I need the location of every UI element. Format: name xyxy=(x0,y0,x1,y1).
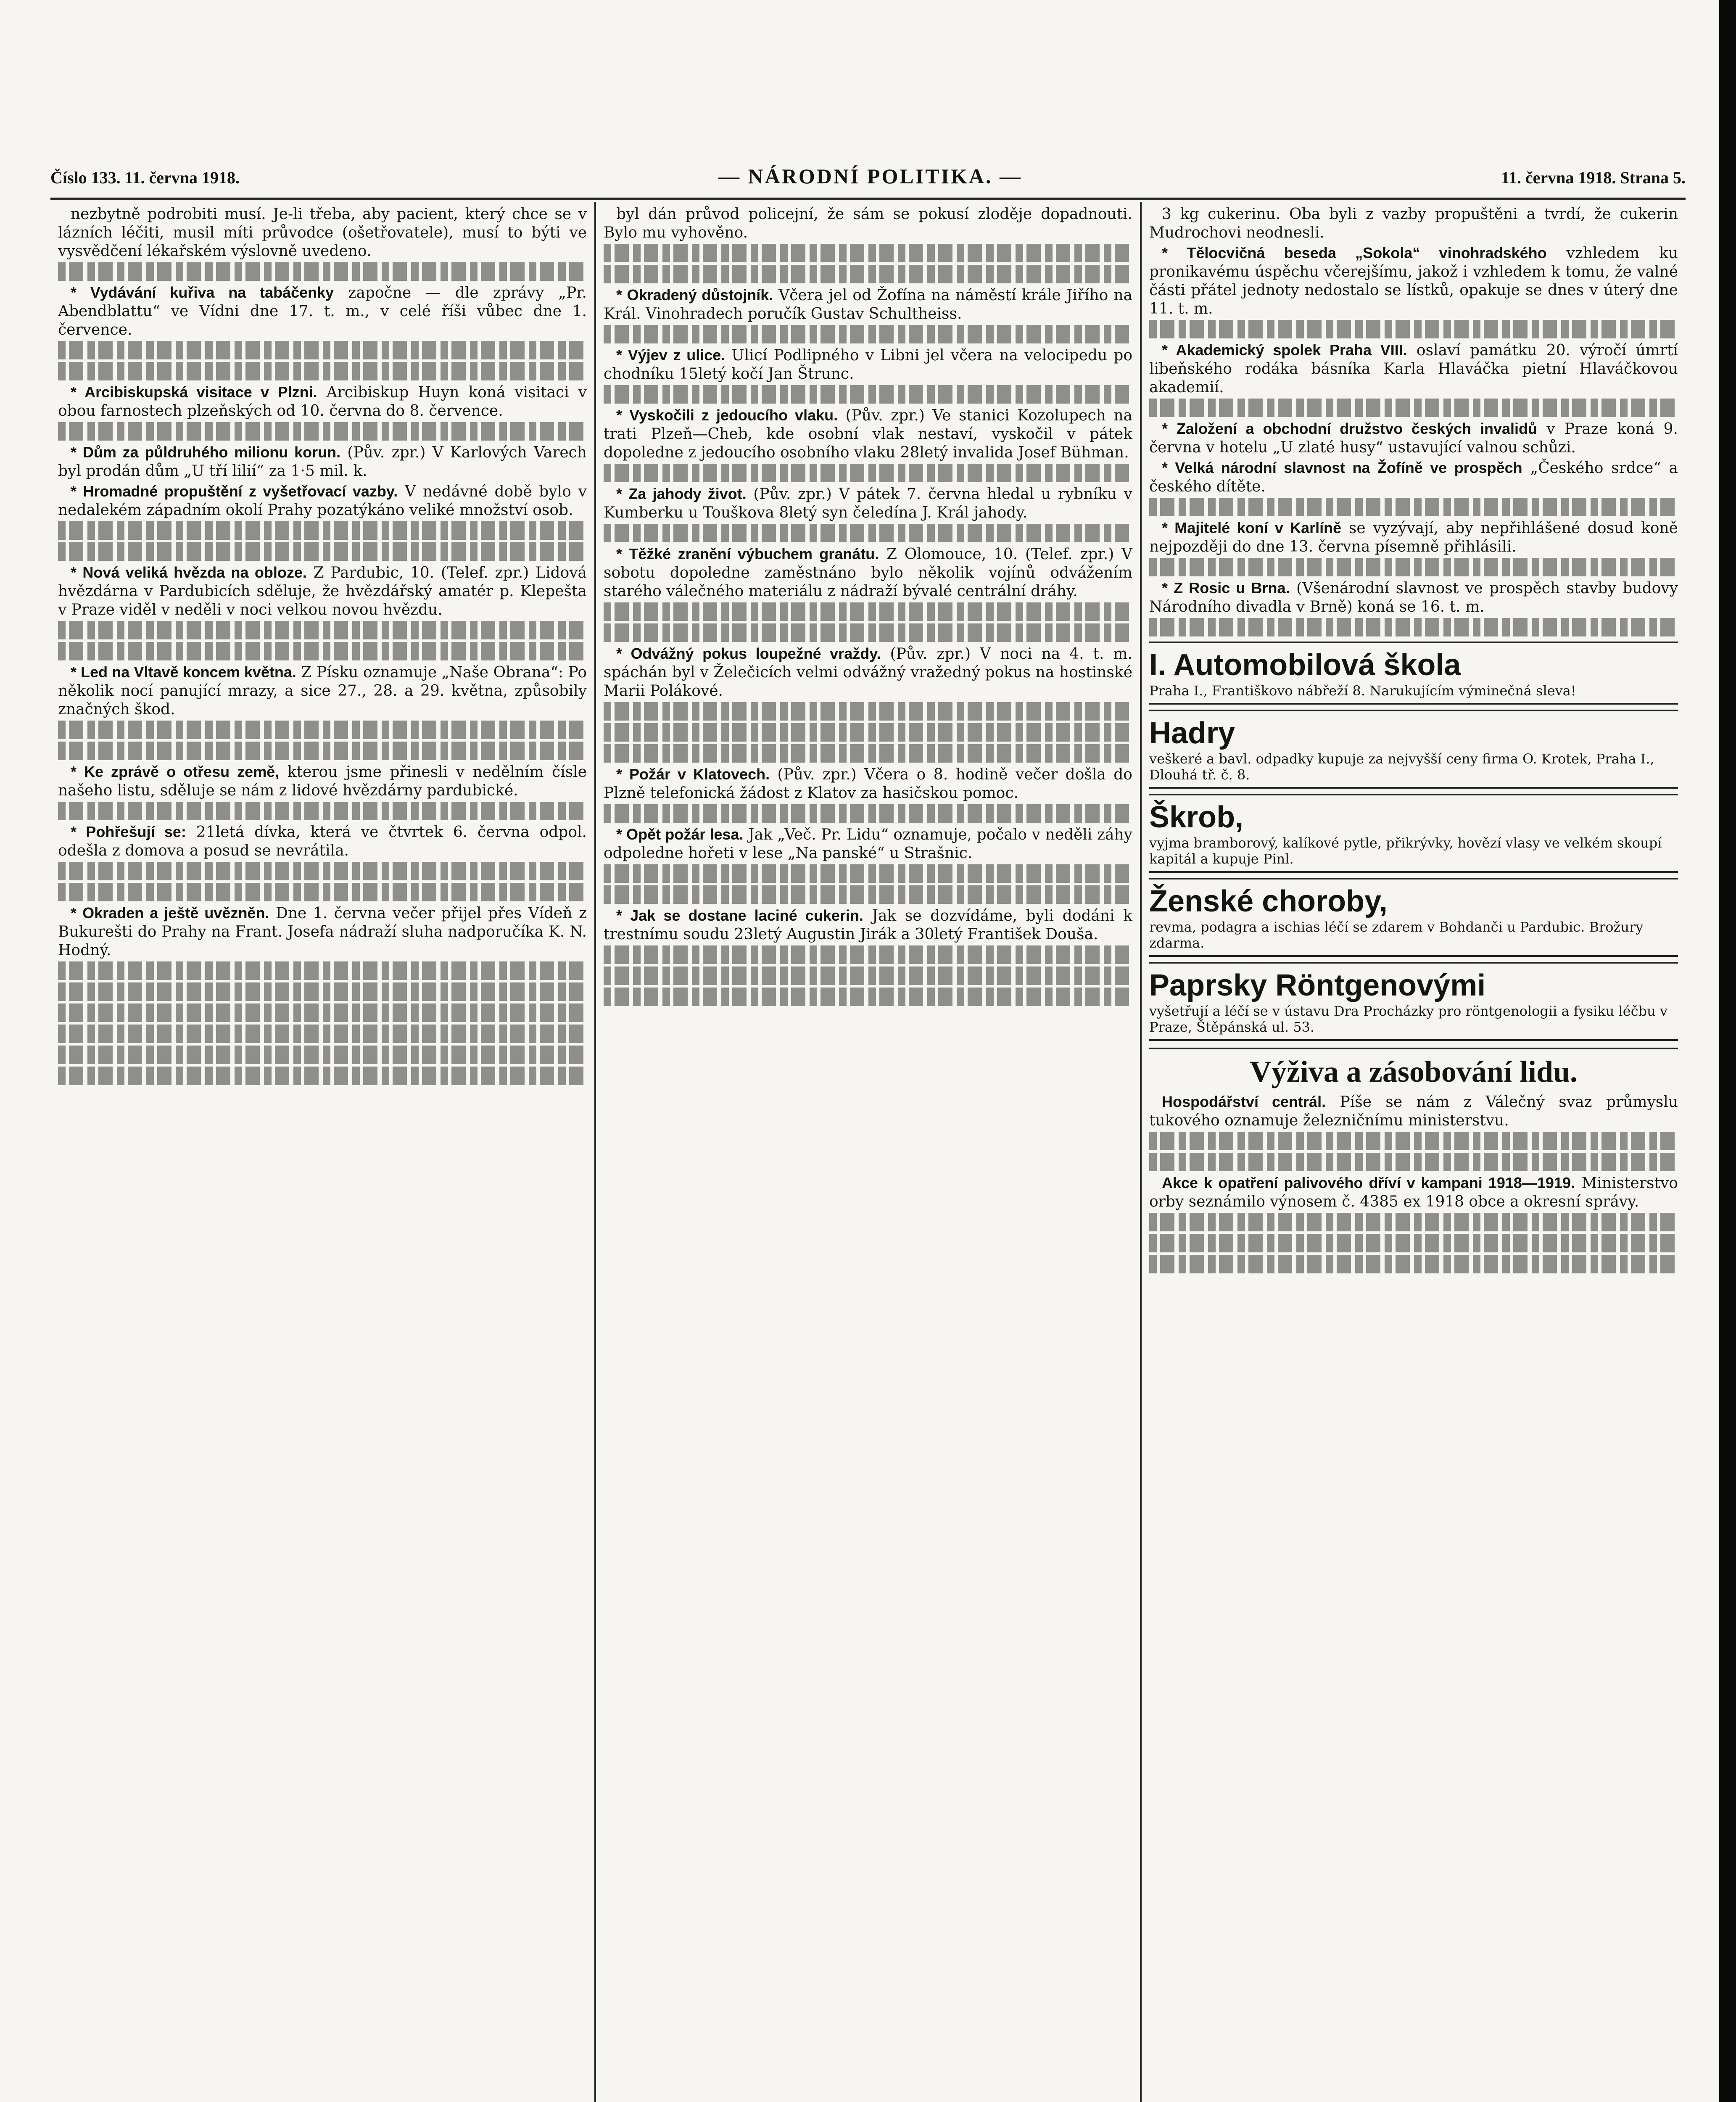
headline: * Dům za půldruhého milionu korun. xyxy=(71,444,341,461)
headline: * Za jahody život. xyxy=(616,485,747,502)
column-2 xyxy=(594,202,1140,2102)
paragraph: byl dán průvod policejní, že sám se pokusí zloděje dopadnouti. Bylo mu vyhověno. xyxy=(604,206,1132,241)
text-lines xyxy=(604,524,1132,542)
headline: * Akademický spolek Praha VIII. xyxy=(1162,341,1407,359)
headline: * Arcibiskupská visitace v Plzni. xyxy=(71,383,317,401)
header-rule xyxy=(50,198,1686,200)
text-lines xyxy=(604,464,1132,482)
text-lines xyxy=(58,542,587,561)
text-lines xyxy=(58,341,587,359)
paragraph: * Založení a obchodní družstvo českých invalidů v Praze koná 9. června v hotelu „U zlaté husy“ ustavující valnou schůzi. xyxy=(1149,420,1678,456)
ad-body: vyjma bramborový, kalíkové pytle, přikrývky, hovězí vlasy ve velkém skoupí kapitál a kupuje Pinl. xyxy=(1149,835,1662,867)
advertisement xyxy=(1149,962,1678,1041)
headline: * Okradený důstojník. xyxy=(616,286,773,304)
text-lines xyxy=(604,804,1132,823)
headline: Akce k opatření palivového dříví v kampani 1918—1919. xyxy=(1162,1174,1575,1191)
ad-body: veškeré a bavl. odpadky kupuje za nejvyšší ceny firma O. Krotek, Praha I., Dlouhá tř. č. 8. xyxy=(1149,751,1654,783)
column-1 xyxy=(50,202,594,2102)
headline: * Odvážný pokus loupežné vraždy. xyxy=(616,645,881,662)
text-lines xyxy=(1149,1234,1678,1252)
text-lines xyxy=(604,623,1132,642)
headline: * Založení a obchodní družstvo českých invalidů xyxy=(1162,420,1537,437)
text-lines xyxy=(58,961,587,980)
paragraph: * Těžké zranění výbuchem granátu. Z Olomouce, 10. (Telef. zpr.) V sobotu dopoledne zaměstnáno bylo několik vojínů odvážením starého válečného materiálu z nádraží bývalé centrální dráhy. xyxy=(604,545,1133,600)
text-lines xyxy=(1149,1132,1678,1150)
headline: * Požár v Klatovech. xyxy=(616,766,770,783)
ad-title: Paprsky Röntgenovými xyxy=(1149,969,1486,1002)
headline: * Nová veliká hvězda na obloze. xyxy=(71,564,307,581)
headline: * Ke zprávě o otřesu země, xyxy=(71,763,280,780)
headline: Hospodářství centrál. xyxy=(1162,1093,1326,1110)
paragraph: * Z Rosic u Brna. (Všenárodní slavnost ve prospěch stavby budovy Národního divadla v Brně) koná se 16. t. m. xyxy=(1149,579,1678,615)
ad-body: Praha I., Františkovo nábřeží 8. Narukujícím výminečná sleva! xyxy=(1149,683,1576,699)
paragraph: * Odvážný pokus loupežné vraždy. (Pův. zpr.) V noci na 4. t. m. spáchán byl v Želečicích velmi odvážný vražedný pokus na hostinské Marii Polákové. xyxy=(604,645,1132,700)
header-issue: Číslo 133. 11. června 1918. xyxy=(50,168,240,187)
text-lines xyxy=(604,265,1132,283)
text-lines xyxy=(604,244,1132,262)
text-lines xyxy=(604,702,1132,721)
paragraph: * Opět požár lesa. Jak „Več. Pr. Lidu“ oznamuje, počalo v neděli záhy odpoledne hořeti v lese „Na panské“ u Strašnic. xyxy=(604,826,1132,862)
text-lines xyxy=(604,723,1132,742)
text-lines xyxy=(58,521,587,540)
text-lines xyxy=(58,422,587,441)
text-lines xyxy=(58,982,587,1001)
headline: * Led na Vltavě koncem května. xyxy=(71,663,296,681)
paragraph: * Velká národní slavnost na Žofíně ve prospěch „Českého srdce“ a českého dítěte. xyxy=(1149,459,1678,495)
text-lines xyxy=(58,1025,587,1043)
text-lines xyxy=(1149,1213,1678,1231)
ad-body: vyšetřují a léčí se v ústavu Dra Procházky pro röntgenologii a fysiku léčbu v Praze, Štěpánská ul. 53. xyxy=(1149,1003,1667,1035)
section-title: Výživa a zásobování lidu. xyxy=(1149,1048,1678,1089)
text-lines xyxy=(58,742,587,760)
headline: * Tělocvičná beseda „Sokola“ vinohradského xyxy=(1162,244,1547,261)
text-lines xyxy=(1149,1153,1678,1171)
paragraph: * Akademický spolek Praha VIII. oslaví památku 20. výročí úmrtí libeňského rodáka básníka Karla Hlaváčka pietní Hlaváčkovou akademií. xyxy=(1149,341,1678,396)
paragraph: * Pohřešují se: 21letá dívka, která ve čtvrtek 6. června odpol. odešla z domova a posud se nevrátila. xyxy=(58,823,587,859)
paragraph: * Ke zprávě o otřesu země, kterou jsme přinesli v nedělním čísle našeho listu, sděluje se nám z lidové hvězdárny pardubické. xyxy=(58,763,587,799)
paragraph: * Vyskočili z jedoucího vlaku. (Pův. zpr.) Ve stanici Kozolupech na trati Plzeň—Cheb, kde osobní vlak nestaví, vyskočil v pátek dopoledne z jedoucího osobního vlaku 28letý invalida Josef Bühman. xyxy=(604,407,1132,461)
headline: * Velká národní slavnost na Žofíně ve prospěch xyxy=(1162,459,1522,476)
paragraph: Hospodářství centrál. Píše se nám z Válečný svaz průmyslu tukového oznamuje železničnímu ministerstvu. xyxy=(1149,1093,1678,1129)
header-date-page: 11. června 1918. Strana 5. xyxy=(1501,168,1686,187)
masthead-title: — NÁRODNÍ POLITIKA. — xyxy=(718,164,1023,188)
headline: * Výjev z ulice. xyxy=(616,346,726,364)
text-lines xyxy=(604,945,1132,964)
text-lines xyxy=(1149,399,1678,417)
text-lines xyxy=(58,862,587,880)
headline: * Vyskočili z jedoucího vlaku. xyxy=(616,407,838,424)
paragraph: nezbytně podrobiti musí. Je-li třeba, aby pacient, který chce se v lázních léčiti, musil míti průvodce (ošetřovatele), musí to býti ve vysvědčení lékařském výslovně uvedeno. xyxy=(58,206,587,260)
headline: * Jak se dostane laciné cukerin. xyxy=(616,907,863,924)
column-3 xyxy=(1140,202,1686,2102)
headline: * Hromadné propuštění z vyšetřovací vazby. xyxy=(71,483,398,500)
paragraph: * Hromadné propuštění z vyšetřovací vazby. V nedávné době bylo v nedalekém západním okolí Prahy pozatýkáno veliké množství osob. xyxy=(58,483,587,519)
text-lines xyxy=(604,325,1132,343)
advertisement xyxy=(1149,878,1678,957)
paragraph: 3 kg cukerinu. Oba byli z vazby propuštěni a tvrdí, že cukerin Mudrochovi neodnesli. xyxy=(1149,206,1678,241)
paragraph: * Led na Vltavě koncem května. Z Písku oznamuje „Naše Obrana“: Po několik nocí panující mrazy, a sice 27., 28. a 29. května, způsobily značných škod. xyxy=(58,663,587,718)
text-lines xyxy=(1149,320,1678,338)
text-lines xyxy=(1149,1255,1678,1273)
ad-title: I. Automobilová škola xyxy=(1149,648,1461,682)
text-lines xyxy=(58,802,587,820)
paragraph: * Výjev z ulice. Ulicí Podlipného v Libni jel včera na velocipedu po chodníku 15letý kočí Jan Štrunc. xyxy=(604,346,1132,383)
text-lines xyxy=(58,721,587,739)
text-lines xyxy=(604,385,1132,404)
text-lines xyxy=(58,1003,587,1022)
text-lines xyxy=(604,602,1132,621)
headline: * Opět požár lesa. xyxy=(616,826,744,843)
text-lines xyxy=(58,1067,587,1085)
headline: * Z Rosic u Brna. xyxy=(1162,579,1290,597)
text-lines xyxy=(604,885,1132,904)
ad-title: Škrob, xyxy=(1149,800,1244,834)
paragraph: * Jak se dostane laciné cukerin. Jak se dozvídáme, byli dodáni k trestnímu soudu 23letý Augustin Jirák a 30letý František Douša. xyxy=(604,907,1132,943)
paragraph: * Arcibiskupská visitace v Plzni. Arcibiskup Huyn koná visitaci v obou farnostech plzeňských od 10. června do 8. července. xyxy=(58,383,587,420)
text-lines xyxy=(1149,558,1678,576)
advertisement xyxy=(1149,642,1678,705)
headline: * Majitelé koní v Karlíně xyxy=(1162,519,1342,536)
ad-title: Hadry xyxy=(1149,716,1235,750)
text-lines xyxy=(1149,618,1678,636)
text-lines xyxy=(604,864,1132,883)
text-lines xyxy=(58,1046,587,1064)
headline: * Těžké zranění výbuchem granátu. xyxy=(616,545,879,562)
text-lines xyxy=(58,262,587,281)
advertisement xyxy=(1149,794,1678,873)
text-lines xyxy=(58,621,587,639)
text-lines xyxy=(58,642,587,660)
paragraph: * Nová veliká hvězda na obloze. Z Pardubic, 10. (Telef. zpr.) Lidová hvězdárna v Pardubicích sděluje, že hvězdářský amatér p. Klepešta v Praze viděl v neděli v noci velkou novou hvězdu. xyxy=(58,564,587,618)
paragraph: * Majitelé koní v Karlíně se vyzývají, aby nepřihlášené dosud koně nejpozději do dne 13. června písemně přihlásili. xyxy=(1149,519,1678,555)
paragraph: * Dům za půldruhého milionu korun. (Pův. zpr.) V Karlových Varech byl prodán dům „U tří lilií“ za 1·5 mil. k. xyxy=(58,444,587,480)
paragraph: * Požár v Klatovech. (Pův. zpr.) Včera o 8. hodině večer došla do Plzně telefonická žádost z Klatov za hasičskou pomoc. xyxy=(604,766,1132,802)
paragraph: * Okradený důstojník. Včera jel od Žofína na náměstí krále Jiřího na Král. Vinohradech poručík Gustav Schultheiss. xyxy=(604,286,1133,322)
page-header xyxy=(50,164,1686,193)
ad-body: revma, podagra a ischias léčí se zdarem v Bohdanči u Pardubic. Brožury zdarma. xyxy=(1149,919,1644,951)
paragraph: * Tělocvičná beseda „Sokola“ vinohradského vzhledem ku pronikavému úspěchu včerejšímu, jakož i vzhledem k tomu, že valné části přátel jednoty nedostalo se lístků, opakuje se dnes v úterý dne 11. t. m. xyxy=(1149,244,1678,317)
text-lines xyxy=(604,744,1132,763)
article-columns xyxy=(50,202,1686,2102)
text-lines xyxy=(604,988,1132,1006)
headline: * Vydávání kuřiva na tabáčenky xyxy=(71,284,334,301)
headline: * Okraden a ještě uvězněn. xyxy=(71,904,269,922)
text-lines xyxy=(58,362,587,380)
paragraph: Akce k opatření palivového dříví v kampani 1918—1919. Ministerstvo orby seznámilo výnosem č. 4385 ex 1918 obce a okresní správy. xyxy=(1149,1174,1678,1210)
paragraph: * Okraden a ještě uvězněn. Dne 1. června večer přijel přes Vídeň z Bukurešti do Prahy na Frant. Josefa nádraží sluha nadporučíka K. N. Hodný. xyxy=(58,904,587,959)
advertisement xyxy=(1149,710,1678,789)
scan-edge xyxy=(1719,0,1736,2102)
paragraph: * Vydávání kuřiva na tabáčenky započne — dle zprávy „Pr. Abendblattu“ ve Vídni dne 17. t. m., v celé říši vůbec dne 1. července. xyxy=(58,284,587,338)
text-lines xyxy=(58,883,587,901)
paragraph: * Za jahody život. (Pův. zpr.) V pátek 7. června hledal u rybníku v Kumberku u Touškova 8letý syn čeledína J. Král jahody. xyxy=(604,485,1132,521)
text-lines xyxy=(604,966,1132,985)
ad-title: Ženské choroby, xyxy=(1149,885,1388,918)
headline: * Pohřešují se: xyxy=(71,823,186,840)
text-lines xyxy=(1149,498,1678,516)
